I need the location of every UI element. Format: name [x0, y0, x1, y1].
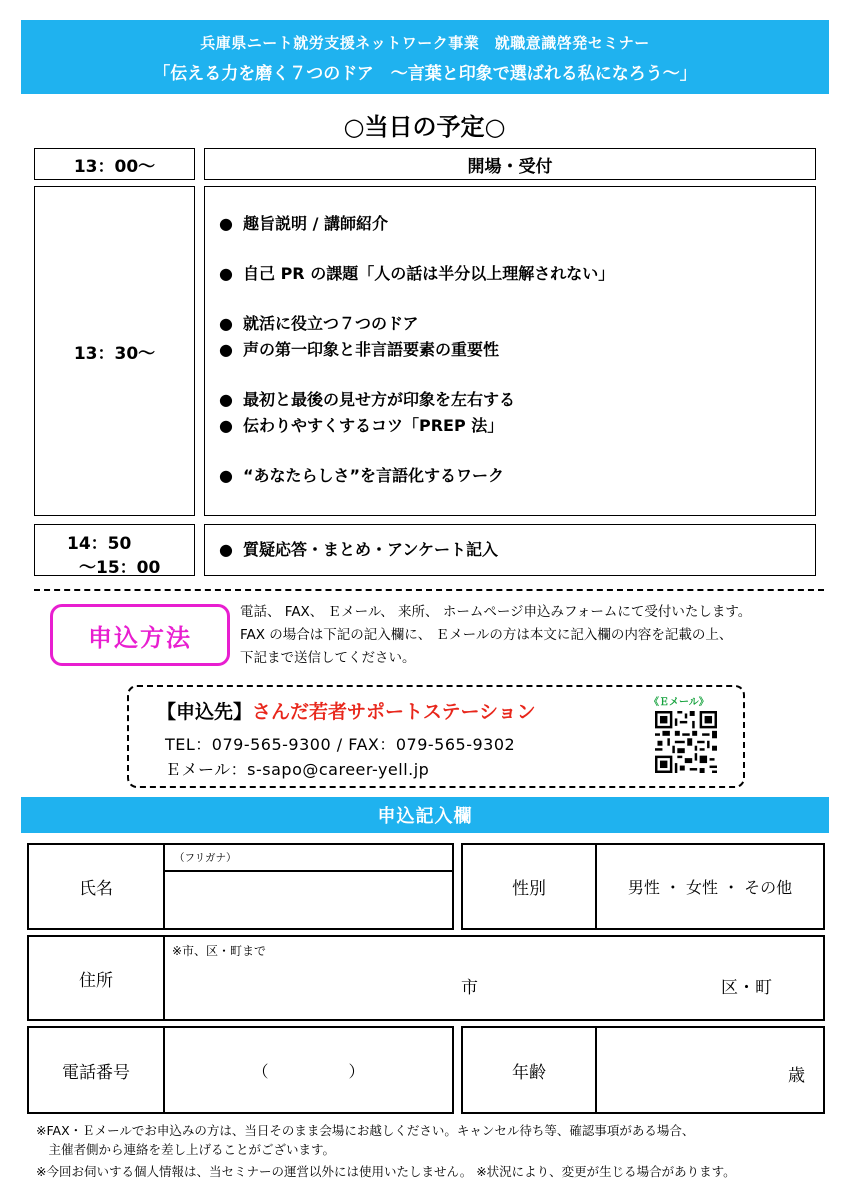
method-line: 電話、 FAX、 Ｅメール、 来所、 ホームページ申込みフォームにて受付いたします。 [240, 604, 752, 620]
address-section [27, 935, 825, 1021]
schedule-time-2 [34, 186, 195, 516]
gender-options[interactable]: 男性 ・ 女性 ・ その他 [627, 878, 793, 897]
address-label: 住所 [79, 970, 113, 991]
contact-email[interactable]: Ｅメール：s-sapo@career-yell.jp [165, 760, 430, 779]
list-item: ● 最初と最後の見せ方が印象を左右する [219, 387, 815, 413]
age-unit: 歳 [788, 1066, 805, 1086]
city-label: 市 [461, 978, 478, 998]
note-2: 主催者側から連絡を差し上げることがございます。 [36, 1142, 336, 1157]
schedule-title: ○当日の予定○ [343, 113, 506, 141]
contact-heading [157, 697, 536, 724]
schedule-content-1 [204, 148, 816, 180]
list-item: ● 自己 PR の課題「人の話は半分以上理解されない」 [219, 261, 815, 287]
name-label: 氏名 [79, 879, 113, 899]
time-text: 13：00～ [73, 156, 156, 177]
note-1: ※FAX・Ｅメールでお申込みの方は、当日そのまま会場にお越しください。キャンセル待ち等、確認事項がある場合、 [36, 1123, 695, 1138]
time-end: ～15：00 [79, 558, 161, 578]
bullet-icon: ● [219, 416, 233, 435]
gender-section [461, 843, 825, 930]
divider [34, 589, 824, 591]
furigana-field[interactable] [165, 847, 452, 870]
header-banner [21, 20, 829, 94]
schedule-content-3 [204, 524, 816, 576]
bullet-icon: ● [219, 390, 233, 409]
list-item: ● 就活に役立つ７つのドア [219, 311, 815, 337]
list-item: ● 質疑応答・まとめ・アンケート記入 [219, 537, 815, 563]
schedule-time-3 [34, 524, 195, 576]
method-line: FAX の場合は下記の記入欄に、 Ｅメールの方は本文に記入欄の内容を記載の上、 [240, 627, 733, 643]
header-title: 「伝える力を磨く７つのドア ～言葉と印象で選ばれる私になろう～」 [153, 64, 697, 84]
contact-box [127, 685, 745, 788]
bullet-icon: ● [219, 340, 233, 359]
phone-label: 電話番号 [62, 1062, 130, 1083]
contact-tel-fax: TEL：079-565-9300 / FAX：079-565-9302 [165, 735, 516, 754]
schedule-content-2 [204, 186, 816, 516]
name-field[interactable] [165, 872, 452, 928]
bullet-icon: ● [219, 466, 233, 485]
list-item: ● 伝わりやすくするコツ「PREP 法」 [219, 413, 815, 439]
form-title: 申込記入欄 [21, 797, 829, 833]
qr-code-icon[interactable] [655, 711, 717, 773]
contact-org: さんだ若者サポートステーション [252, 701, 536, 723]
ward-label: 区・町 [721, 978, 772, 998]
list-item: ● 趣旨説明 / 講師紹介 [219, 211, 815, 237]
phone-section [27, 1026, 454, 1114]
qr-label: 《Ｅメール》 [649, 697, 709, 708]
name-section [27, 843, 454, 930]
note-3: ※今回お伺いする個人情報は、当セミナーの運営以外には使用いたしません。 ※状況により、変更が生じる場合があります。 [36, 1164, 736, 1179]
method-line: 下記まで送信してください。 [240, 650, 416, 666]
contact-label: 【申込先】 [157, 701, 253, 723]
header-line1: 兵庫県ニート就労支援ネットワーク事業 就職意識啓発セミナー [200, 34, 650, 52]
time-start: 14：50 [67, 534, 132, 554]
list-item: ● “あなたらしさ”を言語化するワーク [219, 463, 815, 489]
address-hint: ※市、区・町まで [172, 944, 267, 958]
furigana-label: （フリガナ） [174, 852, 237, 864]
bullet-icon: ● [219, 214, 233, 233]
bullet-icon: ● [219, 314, 233, 333]
content-text: 開場・受付 [467, 156, 553, 177]
age-label: 年齢 [512, 1062, 546, 1083]
bullet-icon: ● [219, 540, 233, 559]
bullet-icon: ● [219, 264, 233, 283]
age-section [461, 1026, 825, 1114]
time-text: 13：30～ [73, 343, 156, 364]
phone-field[interactable]: （ ） [252, 1061, 365, 1081]
method-text [240, 601, 840, 670]
method-label: 申込方法 [50, 604, 230, 666]
gender-label: 性別 [512, 879, 546, 899]
schedule-time-1 [34, 148, 195, 180]
list-item: ● 声の第一印象と非言語要素の重要性 [219, 337, 815, 363]
